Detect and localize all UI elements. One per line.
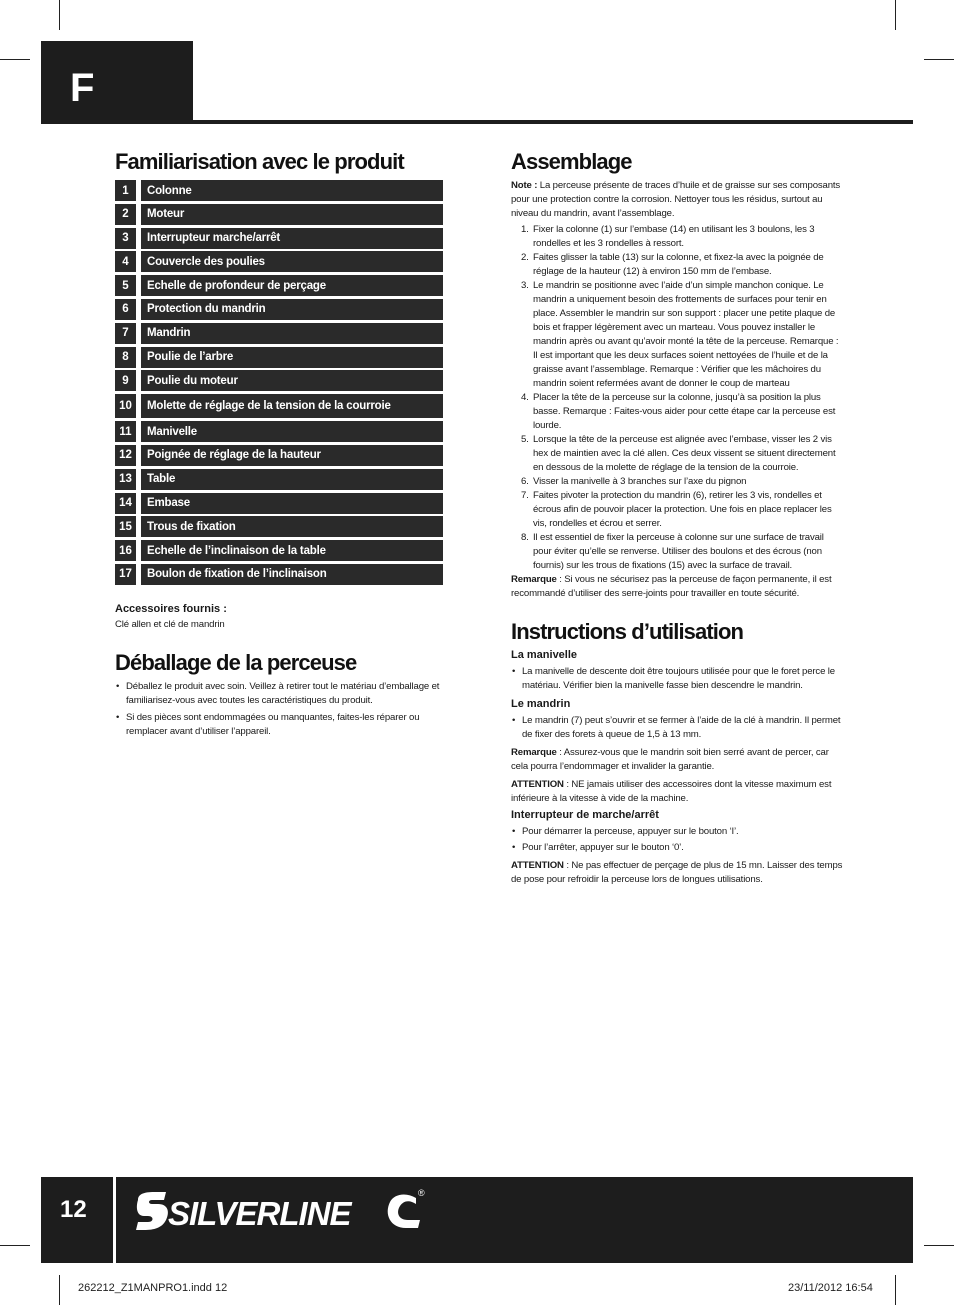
part-number: 12 bbox=[115, 445, 136, 466]
crop-mark bbox=[924, 1245, 954, 1246]
remark-label: Remarque bbox=[511, 574, 557, 585]
part-number: 14 bbox=[115, 493, 136, 514]
crop-mark bbox=[924, 59, 954, 60]
assembly-title: Assemblage bbox=[511, 149, 632, 174]
part-row bbox=[115, 299, 443, 320]
step-text: Faites glisser la table (13) sur la colonne, et fixez-la avec la poignée de réglage de la hauteur (12) à environ 150 mm de l’embase. bbox=[533, 252, 824, 277]
step-number: 8. bbox=[521, 532, 529, 543]
part-label: Moteur bbox=[141, 204, 443, 225]
crop-mark bbox=[895, 1275, 896, 1305]
part-number: 6 bbox=[115, 299, 136, 320]
attention-label: ATTENTION bbox=[511, 779, 564, 790]
header-rule bbox=[41, 120, 913, 124]
timestamp: 23/11/2012 16:54 bbox=[788, 1282, 873, 1294]
list-item: • Pour l’arrêter, appuyer sur le bouton ‘0’. bbox=[511, 841, 843, 855]
part-number: 9 bbox=[115, 370, 136, 391]
file-info: 262212_Z1MANPRO1.indd 12 bbox=[78, 1282, 228, 1294]
part-row bbox=[115, 469, 443, 490]
part-row bbox=[115, 228, 443, 249]
part-row bbox=[115, 370, 443, 391]
part-row bbox=[115, 251, 443, 272]
crank-list bbox=[511, 665, 843, 693]
parts-list bbox=[115, 180, 443, 585]
step-number: 3. bbox=[521, 280, 529, 291]
part-row bbox=[115, 540, 443, 561]
crop-mark bbox=[0, 1245, 30, 1246]
part-number: 7 bbox=[115, 323, 136, 344]
parts-section-title: Familiarisation avec le produit bbox=[115, 149, 404, 174]
unpacking-title: Déballage de la perceuse bbox=[115, 649, 357, 675]
part-number: 5 bbox=[115, 275, 136, 296]
step-text: Fixer la colonne (1) sur l’embase (14) en utilisant les 3 boulons, les 3 rondelles et les 3 rondelles à ressort. bbox=[533, 224, 815, 249]
step-text: Il est essentiel de fixer la perceuse à colonne sur une surface de travail pour éviter qu’elle se renverse. Utiliser des boulons et des écrous (non fournis) sur les trous de fixations (15) avec la surface de travail. bbox=[533, 532, 824, 571]
registered-mark: ® bbox=[418, 1188, 425, 1198]
list-item: • Le mandrin (7) peut s’ouvrir et se fermer à l’aide de la clé à mandrin. Il permet de fixer des forets à queue de 1,5 à 13 mm. bbox=[511, 714, 843, 742]
part-label: Manivelle bbox=[141, 421, 443, 442]
footer-divider bbox=[113, 1177, 116, 1263]
assembly-step bbox=[511, 433, 843, 475]
step-number: 7. bbox=[521, 490, 529, 501]
step-text: Visser la manivelle à 3 branches sur l’axe du pignon bbox=[533, 476, 747, 487]
attention-1 bbox=[511, 778, 843, 806]
part-label: Molette de réglage de la tension de la courroie bbox=[141, 394, 443, 418]
remark-label: Remarque bbox=[511, 747, 557, 758]
step-number: 1. bbox=[521, 224, 529, 235]
part-label: Poulie du moteur bbox=[141, 370, 443, 391]
remark-text: : Si vous ne sécurisez pas la perceuse de façon permanente, il est recommandé d’utiliser des serre-joints pour travailler en toute sécurité. bbox=[511, 574, 832, 599]
assembly-step bbox=[511, 279, 843, 391]
part-number: 10 bbox=[115, 394, 136, 418]
part-number: 8 bbox=[115, 347, 136, 368]
note-text: La perceuse présente de traces d’huile et de graisse sur ses composants pour une protection contre la corrosion. Nettoyer tous les résidus, surtout au niveau du mandrin, avant l’assemblage. bbox=[511, 180, 841, 219]
step-text: Le mandrin se positionne avec l’aide d’un simple manchon conique. Le mandrin a uniquement besoin des frottements de surfaces pour tenir en place. Assembler le mandrin sur son support : placer une petite plaque de bois et frapper légèrement avec un marteau. Vous pouvez installer le mandrin après ou avant qu’avoir monté la tête de la perceuse. Remarque : Il est important que les deux surfaces soient nettoyées de l’huile et de la graisse avant l’assemblage. Remarque : Vérifier que les mâchoires du mandrin soient refermées avant de donner le coup de marteau bbox=[533, 280, 839, 389]
logo-swoosh-left bbox=[136, 1192, 168, 1230]
part-number: 3 bbox=[115, 228, 136, 249]
part-label: Interrupteur marche/arrêt bbox=[141, 228, 443, 249]
assembly-step bbox=[511, 391, 843, 433]
note-label: Note : bbox=[511, 180, 538, 191]
part-label: Boulon de fixation de l’inclinaison bbox=[141, 564, 443, 585]
list-item: • La manivelle de descente doit être toujours utilisée pour que le foret perce le matériau. Vérifier bien la manivelle fasse bien descendre le mandrin. bbox=[511, 665, 843, 693]
switch-list bbox=[511, 825, 843, 855]
attention-text: : NE jamais utiliser des accessoires dont la vitesse maximum est inférieure à la vitesse à vide de la machine. bbox=[511, 779, 832, 804]
list-item: • Pour démarrer la perceuse, appuyer sur le bouton ‘I’. bbox=[511, 825, 843, 839]
remark-text: : Assurez-vous que le mandrin soit bien serré avant de percer, car cela pourra l’endommager et invalider la garantie. bbox=[511, 747, 829, 772]
step-text: Faites pivoter la protection du mandrin (6), retirer les 3 vis, rondelles et écrous afin de pouvoir placer la protection. Une fois en place replacer les vis, rondelles et écrou et serrer. bbox=[533, 490, 832, 529]
language-tab bbox=[41, 41, 193, 123]
assembly-step bbox=[511, 489, 843, 531]
part-row bbox=[115, 394, 443, 418]
accessories-title: Accessoires fournis : bbox=[115, 602, 227, 615]
attention-label: ATTENTION bbox=[511, 860, 564, 871]
part-row bbox=[115, 564, 443, 585]
part-label: Protection du mandrin bbox=[141, 299, 443, 320]
part-row bbox=[115, 347, 443, 368]
part-label: Echelle de profondeur de perçage bbox=[141, 275, 443, 296]
assembly-step bbox=[511, 531, 843, 573]
chuck-list bbox=[511, 714, 843, 742]
part-number: 11 bbox=[115, 421, 136, 442]
usage-title: Instructions d’utilisation bbox=[511, 619, 744, 644]
assembly-step bbox=[511, 251, 843, 279]
logo-swoosh-right bbox=[388, 1195, 420, 1228]
right-column bbox=[511, 148, 843, 887]
assembly-step bbox=[511, 223, 843, 251]
part-row bbox=[115, 204, 443, 225]
part-number: 1 bbox=[115, 180, 136, 201]
crop-mark bbox=[59, 0, 60, 30]
list-item: • Déballez le produit avec soin. Veillez à retirer tout le matériau d’emballage et familiarisez-vous avec toutes les caractéristiques du produit. bbox=[115, 680, 443, 708]
crop-mark bbox=[59, 1275, 60, 1305]
attention-text: : Ne pas effectuer de perçage de plus de 15 mn. Laisser des temps de pose pour refroidir la perceuse lors de longues utilisations. bbox=[511, 860, 843, 885]
part-label: Couvercle des poulies bbox=[141, 251, 443, 272]
part-row bbox=[115, 180, 443, 201]
step-number: 6. bbox=[521, 476, 529, 487]
part-label: Colonne bbox=[141, 180, 443, 201]
silverline-logo bbox=[132, 1188, 432, 1236]
list-item: • Si des pièces sont endommagées ou manquantes, faites-les réparer ou remplacer avant d’utiliser l’appareil. bbox=[115, 711, 443, 739]
chuck-title: Le mandrin bbox=[511, 698, 571, 710]
part-row bbox=[115, 421, 443, 442]
part-label: Poignée de réglage de la hauteur bbox=[141, 445, 443, 466]
part-number: 16 bbox=[115, 540, 136, 561]
language-letter: F bbox=[70, 66, 95, 110]
part-label: Mandrin bbox=[141, 323, 443, 344]
part-label: Embase bbox=[141, 493, 443, 514]
left-column bbox=[115, 148, 443, 739]
assembly-steps bbox=[511, 223, 843, 573]
part-number: 2 bbox=[115, 204, 136, 225]
part-number: 17 bbox=[115, 564, 136, 585]
part-label: Table bbox=[141, 469, 443, 490]
accessories-text: Clé allen et clé de mandrin bbox=[115, 618, 225, 630]
assembly-step bbox=[511, 475, 843, 489]
part-label: Trous de fixation bbox=[141, 516, 443, 537]
logo-wordmark: SILVERLINE bbox=[168, 1195, 351, 1232]
usage-remark bbox=[511, 746, 843, 774]
part-row bbox=[115, 275, 443, 296]
step-number: 2. bbox=[521, 252, 529, 263]
switch-title: Interrupteur de marche/arrêt bbox=[511, 809, 659, 821]
step-text: Placer la tête de la perceuse sur la colonne, jusqu’à sa position la plus basse. Remarque : Faites-vous aider pour cette étape car la perceuse est lourde. bbox=[533, 392, 836, 431]
part-number: 13 bbox=[115, 469, 136, 490]
step-number: 4. bbox=[521, 392, 529, 403]
part-row bbox=[115, 516, 443, 537]
part-label: Echelle de l’inclinaison de la table bbox=[141, 540, 443, 561]
crop-mark bbox=[895, 0, 896, 30]
part-number: 15 bbox=[115, 516, 136, 537]
part-row bbox=[115, 493, 443, 514]
part-number: 4 bbox=[115, 251, 136, 272]
page-number: 12 bbox=[60, 1196, 87, 1223]
unpacking-list bbox=[115, 680, 443, 739]
step-number: 5. bbox=[521, 434, 529, 445]
assembly-remark bbox=[511, 573, 843, 601]
crank-title: La manivelle bbox=[511, 649, 578, 661]
crop-mark bbox=[0, 59, 30, 60]
assembly-note bbox=[511, 179, 843, 221]
part-label: Poulie de l’arbre bbox=[141, 347, 443, 368]
part-row bbox=[115, 323, 443, 344]
part-row bbox=[115, 445, 443, 466]
attention-2 bbox=[511, 859, 843, 887]
step-text: Lorsque la tête de la perceuse est alignée avec l’embase, visser les 2 vis hex de maintien avec la clé allen. Ces deux vissent se situent directement en dessous de la molette de réglage de la tension de la courroie. bbox=[533, 434, 836, 473]
